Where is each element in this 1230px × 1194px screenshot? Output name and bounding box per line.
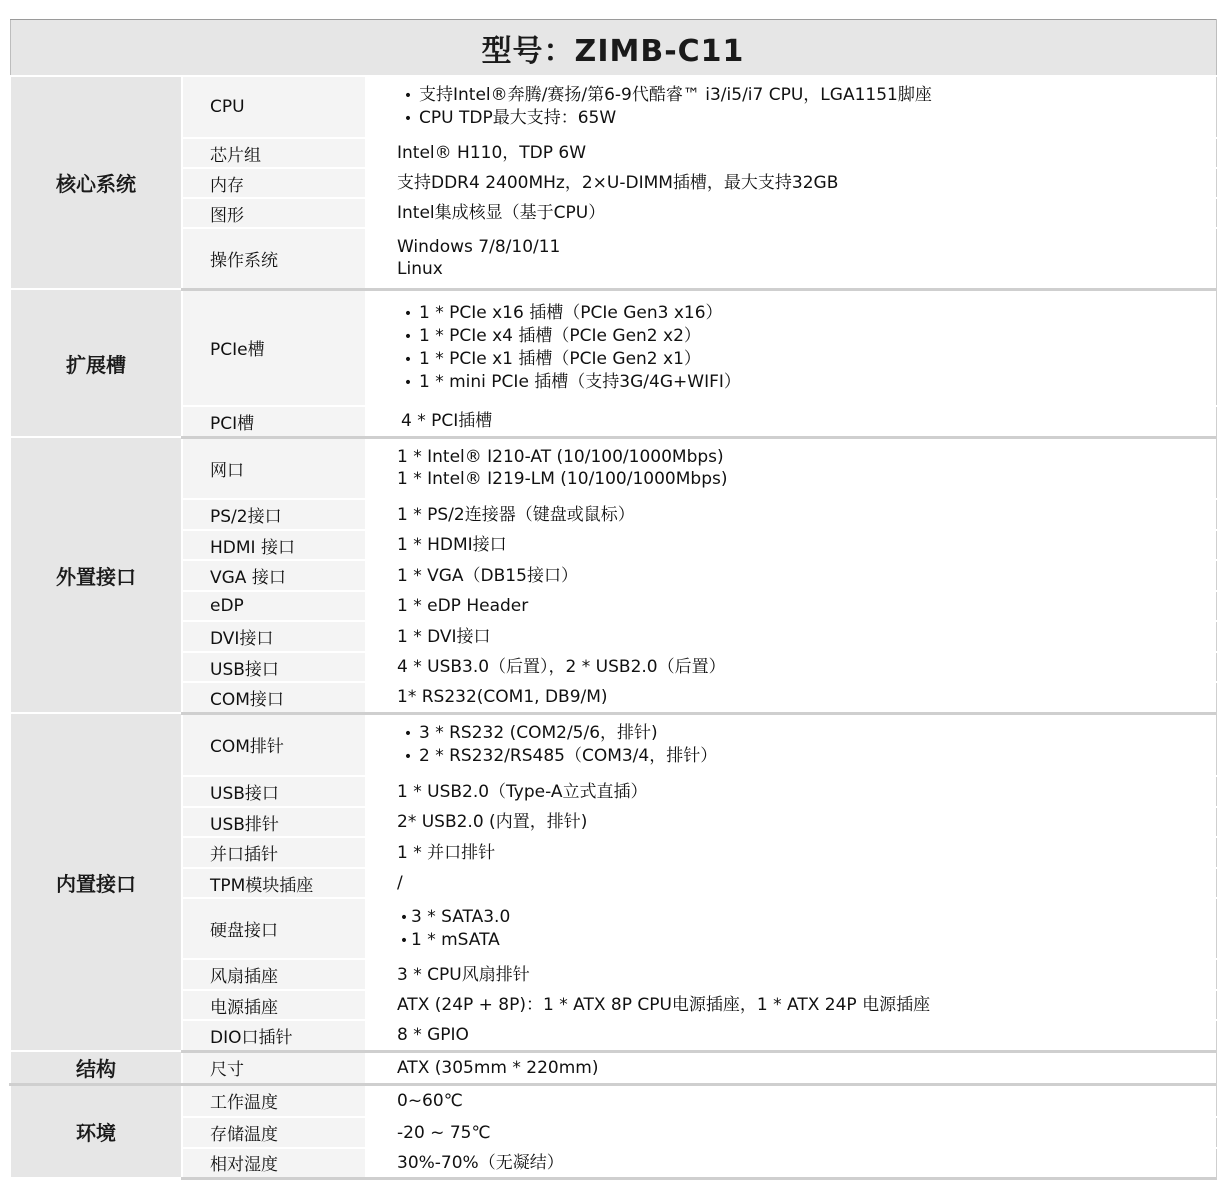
list-item [397,745,1216,768]
list-item [397,348,1216,371]
value-line: 1 * Intel® I210-AT (10/100/1000Mbps) [397,447,724,468]
value-line: 1 * USB2.0（Type-A立式直插） [397,781,648,802]
value-line: ATX (305mm * 220mm) [397,1057,599,1078]
spec-value [366,807,1216,837]
spec-value [366,1117,1216,1148]
list-item [397,929,1216,952]
list-item-text: 3 * RS232 (COM2/5/6，排针) [419,722,658,743]
value-line: / [397,873,403,893]
spec-value [366,776,1216,807]
value-line: 1 * eDP Header [397,596,529,616]
spec-label: PCI槽 [182,406,366,437]
value-line: 4 * USB3.0（后置），2 * USB2.0（后置） [397,657,726,677]
value-line: 1* RS232(COM1, DB9/M) [397,687,608,708]
value-line: 0~60℃ [397,1090,463,1111]
spec-value [366,713,1216,776]
list-item-text: 1 * mini PCIe 插槽（支持3G/4G+WIFI） [419,371,741,392]
spec-label: 图形 [182,198,366,228]
spec-label: 网口 [182,437,366,499]
table-row [10,652,1216,682]
category-cell: 扩展槽 [10,289,182,437]
table-row [10,437,1216,499]
table-row [10,530,1216,560]
spec-table [9,19,1217,1180]
bullet-list [397,722,1216,768]
list-item-text: 1 * PCIe x1 插槽（PCIe Gen2 x1） [419,348,701,369]
spec-label: 芯片组 [182,138,366,168]
spec-value [366,591,1216,621]
table-row [10,837,1216,868]
spec-value [366,228,1216,289]
bullet-icon: • [403,725,413,742]
value-line: 8 * GPIO [397,1025,469,1046]
list-item-text: CPU TDP最大支持：65W [419,108,617,128]
table-row [10,1051,1216,1084]
spec-label: HDMI 接口 [182,530,366,560]
table-row [10,868,1216,898]
spec-value [366,1148,1216,1178]
spec-value [366,1051,1216,1084]
spec-label: PCIe槽 [182,289,366,406]
spec-value [366,168,1216,198]
value-line: 30%-70%（无凝结） [397,1152,564,1173]
value-line: 2* USB2.0 (内置，排针) [397,812,588,832]
table-row [10,560,1216,591]
spec-label: CPU [182,76,366,138]
table-row [10,621,1216,652]
bullet-icon: • [403,88,413,104]
spec-label: 内存 [182,168,366,198]
value-line: 1 * VGA（DB15接口） [397,565,578,586]
spec-value [366,499,1216,530]
spec-label: 相对湿度 [182,1148,366,1178]
value-line: 1 * HDMI接口 [397,535,507,555]
spec-value [366,530,1216,560]
bullet-list [397,84,1216,130]
spec-value [366,837,1216,868]
table-row [10,682,1216,713]
spec-label: 尺寸 [182,1051,366,1084]
table-row [10,1020,1216,1051]
bullet-icon: • [403,748,413,765]
spec-label: 操作系统 [182,228,366,289]
spec-value [366,1084,1216,1117]
table-row [10,1117,1216,1148]
bullet-icon: • [403,305,413,322]
spec-value [366,959,1216,990]
spec-label: COM接口 [182,682,366,713]
list-item [397,302,1216,325]
bullet-icon: • [403,374,413,391]
value-line: 3 * CPU风扇排针 [397,964,530,985]
value-line: -20 ~ 75℃ [397,1122,491,1143]
list-item-text: 1 * PCIe x4 插槽（PCIe Gen2 x2） [419,325,701,346]
list-item [397,722,1216,745]
spec-value [366,990,1216,1020]
list-item [397,107,1216,130]
spec-label: 存储温度 [182,1117,366,1148]
spec-value [366,138,1216,168]
spec-label: 工作温度 [182,1084,366,1117]
spec-label: 电源插座 [182,990,366,1020]
category-cell: 环境 [10,1084,182,1178]
table-row [10,807,1216,837]
bullet-icon: • [403,111,413,127]
value-line: 1 * 并口排针 [397,842,496,863]
category-cell: 内置接口 [10,713,182,1051]
bullet-list [397,302,1216,394]
list-item-text: 1 * PCIe x16 插槽（PCIe Gen3 x16） [419,302,723,323]
value-line: 支持DDR4 2400MHz，2×U-DIMM插槽，最大支持32GB [397,173,839,193]
list-item [397,906,1216,929]
spec-label: eDP [182,591,366,621]
spec-value [366,76,1216,138]
value-line: Windows 7/8/10/11 [397,237,561,258]
table-row [10,713,1216,776]
spec-label: USB接口 [182,776,366,807]
table-row [10,76,1216,138]
spec-value [366,560,1216,591]
spec-label: TPM模块插座 [182,868,366,898]
spec-label: COM排针 [182,713,366,776]
value-line: Intel集成核显（基于CPU） [397,203,606,223]
category-cell: 核心系统 [10,76,182,289]
table-row [10,168,1216,198]
spec-value [366,682,1216,713]
spec-value [366,198,1216,228]
bullet-icon: • [403,328,413,345]
spec-label: 并口插针 [182,837,366,868]
value-line: 1 * PS/2连接器（键盘或鼠标） [397,504,635,525]
value-line: 1 * Intel® I219-LM (10/100/1000Mbps) [397,469,728,490]
spec-value [366,621,1216,652]
spec-label: DIO口插针 [182,1020,366,1051]
list-item-text: 3 * SATA3.0 [411,906,511,927]
table-row [10,1084,1216,1117]
list-item [397,325,1216,348]
table-row [10,138,1216,168]
spec-value [366,898,1216,959]
spec-value [366,652,1216,682]
spec-value [366,868,1216,898]
bullet-icon: • [399,909,409,926]
value-line: Linux [397,259,443,280]
spec-label: PS/2接口 [182,499,366,530]
spec-value [366,406,1216,437]
list-item-text: 2 * RS232/RS485（COM3/4，排针） [419,745,718,766]
value-line: 4 * PCI插槽 [401,411,493,432]
category-cell: 结构 [10,1051,182,1084]
table-row [10,289,1216,406]
table-row [10,990,1216,1020]
list-item [397,84,1216,107]
table-row [10,1148,1216,1178]
spec-value [366,1020,1216,1051]
value-line: ATX (24P + 8P)：1 * ATX 8P CPU电源插座，1 * ATX 24P 电源插座 [397,995,931,1015]
spec-value [366,289,1216,406]
spec-label: USB接口 [182,652,366,682]
value-line: 1 * DVI接口 [397,626,491,647]
spec-label: DVI接口 [182,621,366,652]
table-row [10,198,1216,228]
spec-label: 硬盘接口 [182,898,366,959]
table-row [10,591,1216,621]
table-row [10,406,1216,437]
bullet-list [397,906,1216,952]
table-row [10,776,1216,807]
bullet-icon: • [399,932,409,949]
spec-label: USB排针 [182,807,366,837]
spec-label: 风扇插座 [182,959,366,990]
list-item-text: 1 * mSATA [411,929,500,950]
page-title: 型号：ZIMB-C11 [10,20,1216,77]
spec-value [366,437,1216,499]
list-item [397,371,1216,394]
table-row [10,228,1216,289]
category-cell: 外置接口 [10,437,182,713]
table-row [10,959,1216,990]
table-row [10,898,1216,959]
list-item-text: 支持Intel®奔腾/赛扬/第6-9代酷睿™ i3/i5/i7 CPU，LGA1151脚座 [419,85,932,105]
bullet-icon: • [403,351,413,368]
table-row [10,499,1216,530]
value-line: Intel® H110，TDP 6W [397,143,587,163]
spec-label: VGA 接口 [182,560,366,591]
